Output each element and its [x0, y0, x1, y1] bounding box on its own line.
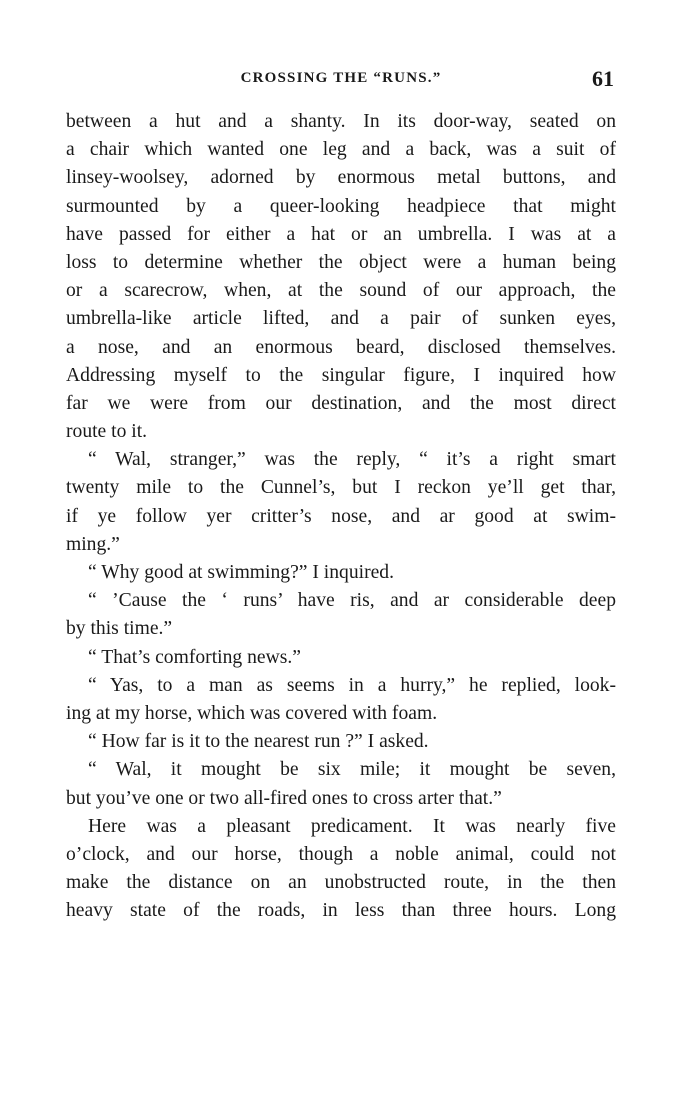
- running-head: [66, 66, 616, 96]
- text-line: loss to determine whether the object were a human being: [66, 251, 616, 273]
- text-line: have passed for either a hat or an umbrella. I was at a: [66, 223, 616, 245]
- text-line: Here was a pleasant predicament. It was nearly five: [88, 815, 616, 837]
- body-text: [66, 108, 616, 925]
- page-number: 61: [592, 66, 614, 91]
- text-line: a chair which wanted one leg and a back, was a suit of: [66, 139, 616, 161]
- text-line: o’clock, and our horse, though a noble animal, could not: [66, 843, 616, 865]
- text-line: heavy state of the roads, in less than three hours. Long: [66, 900, 616, 922]
- text-line: between a hut and a shanty. In its door-way, seated on: [66, 111, 616, 132]
- text-line: umbrella-like article lifted, and a pair of sunken eyes,: [66, 308, 616, 330]
- running-title: CROSSING THE “RUNS.”: [240, 70, 442, 86]
- text-line: ming.”: [66, 533, 120, 555]
- text-line: linsey-woolsey, adorned by enormous metal buttons, and: [66, 167, 616, 189]
- text-line: but you’ve one or two all-fired ones to cross arter that.”: [66, 787, 502, 809]
- text-line: or a scarecrow, when, at the sound of our approach, the: [66, 280, 616, 302]
- text-line: “ That’s comforting news.”: [88, 646, 301, 668]
- text-line: a nose, and an enormous beard, disclosed themselves.: [66, 336, 616, 358]
- text-line: by this time.”: [66, 618, 173, 640]
- text-line: “ Wal, stranger,” was the reply, “ it’s a right smart: [88, 449, 616, 471]
- text-line: “ ’Cause the ‘ runs’ have ris, and ar considerable deep: [88, 590, 616, 612]
- text-line: route to it.: [66, 421, 148, 443]
- text-line: “ Yas, to a man as seems in a hurry,” he replied, look-: [88, 674, 616, 696]
- text-line: “ Why good at swimming?” I inquired.: [88, 562, 394, 583]
- text-line: “ How far is it to the nearest run ?” I asked.: [88, 731, 429, 753]
- text-line: twenty mile to the Cunnel’s, but I reckon ye’ll get thar,: [66, 477, 616, 499]
- text-line: far we were from our destination, and the most direct: [66, 392, 616, 414]
- text-line: if ye follow yer critter’s nose, and ar good at swim-: [66, 505, 616, 527]
- text-line: Addressing myself to the singular figure, I inquired how: [66, 364, 616, 386]
- text-line: surmounted by a queer-looking headpiece that might: [66, 195, 616, 217]
- text-line: “ Wal, it mought be six mile; it mought be seven,: [88, 759, 616, 781]
- text-line: make the distance on an unobstructed route, in the then: [66, 872, 616, 894]
- text-line: ing at my horse, which was covered with foam.: [66, 702, 438, 724]
